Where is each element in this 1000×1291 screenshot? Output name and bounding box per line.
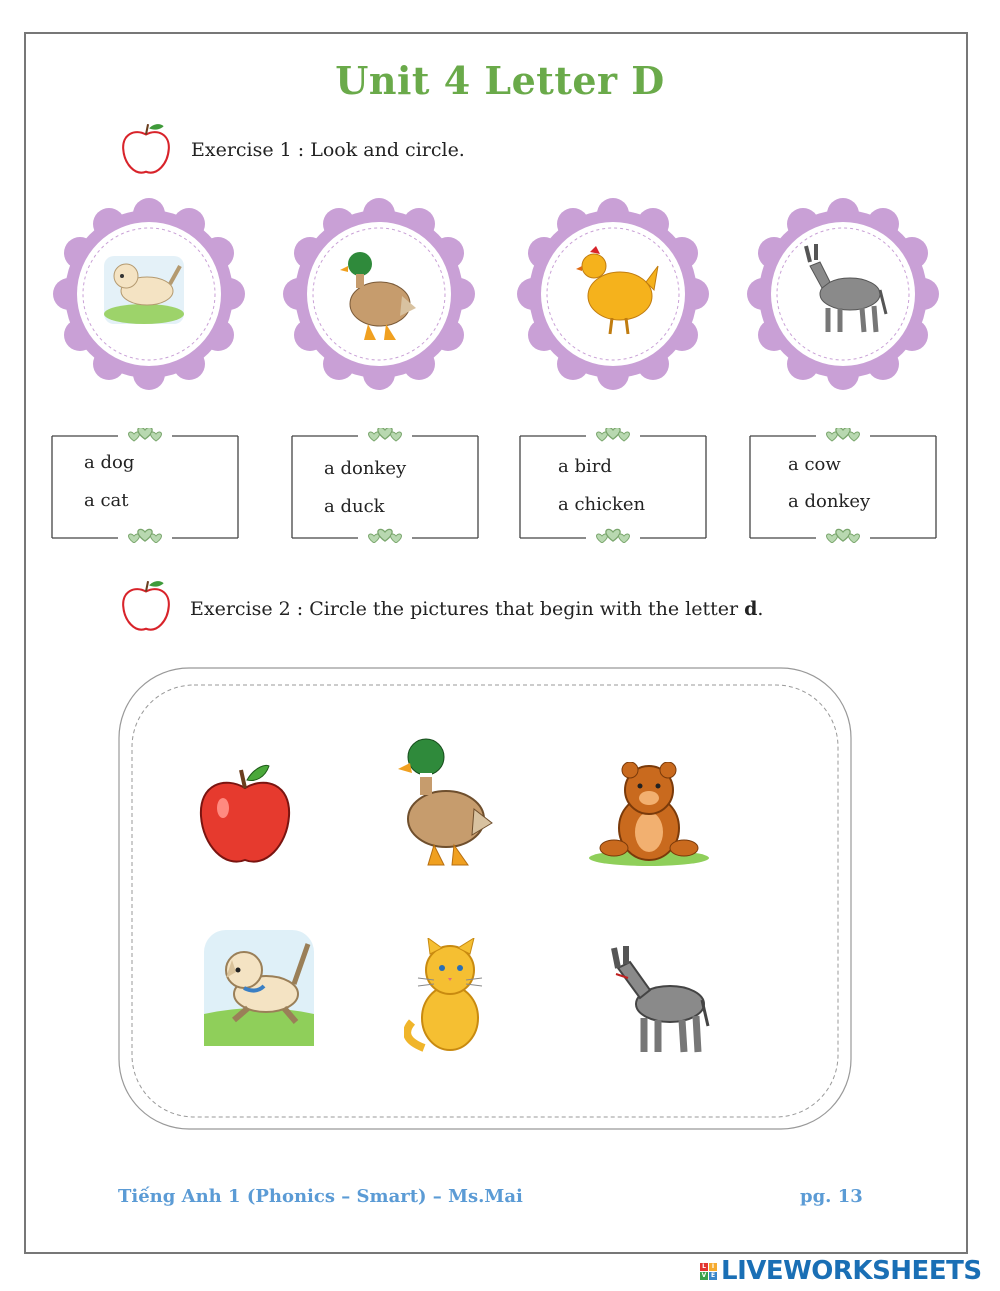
flower-frame-dog [52, 196, 246, 392]
ornament-border-icon [516, 428, 710, 543]
dog-icon[interactable] [204, 924, 314, 1048]
choice-option[interactable]: a donkey [324, 458, 407, 479]
logo-text: LIVEWORKSHEETS [721, 1256, 982, 1286]
choice-option[interactable]: a cat [84, 490, 129, 511]
choice-box-2 [288, 428, 482, 538]
flower-frame-chicken [516, 196, 710, 392]
logo-letter: E [710, 1271, 716, 1279]
ornament-border-icon [48, 428, 242, 543]
choice-option[interactable]: a dog [84, 452, 135, 473]
choice-option[interactable]: a duck [324, 496, 385, 517]
flower-frame-donkey [746, 196, 940, 392]
footer-page-number: pg. 13 [800, 1186, 863, 1207]
choice-box-1 [48, 428, 242, 538]
choice-option[interactable]: a cow [788, 454, 841, 475]
instruction-letter: d [744, 598, 758, 620]
instruction-text: Exercise 2 : Circle the pictures that begin with the letter [190, 598, 745, 620]
live-grid-icon [700, 1263, 717, 1280]
dog-icon [104, 256, 184, 324]
exercise1-instruction: Exercise 1 : Look and circle. [191, 139, 465, 161]
cat-icon[interactable] [404, 938, 490, 1054]
choice-option[interactable]: a chicken [558, 494, 646, 515]
page-title: Unit 4 Letter D [335, 58, 665, 103]
duck-icon[interactable] [398, 733, 494, 869]
flower-frame-duck [282, 196, 476, 392]
liveworksheets-logo[interactable] [700, 1256, 982, 1286]
ornament-border-icon [288, 428, 482, 543]
bear-icon[interactable] [586, 762, 712, 866]
apple-bullet-icon [120, 577, 172, 635]
ornament-border-icon [746, 428, 940, 543]
choice-option[interactable]: a donkey [788, 491, 871, 512]
donkey-icon[interactable] [608, 944, 712, 1056]
apple-icon[interactable] [195, 762, 295, 870]
choice-box-4 [746, 428, 940, 538]
footer-course-title: Tiếng Anh 1 (Phonics – Smart) – Ms.Mai [118, 1186, 523, 1207]
exercise2-instruction [190, 598, 763, 620]
choice-option[interactable]: a bird [558, 456, 612, 477]
logo-letter: L [700, 1263, 708, 1271]
apple-bullet-icon [120, 120, 172, 178]
logo-letter: I [709, 1263, 717, 1271]
instruction-end: . [757, 598, 764, 620]
choice-box-3 [516, 428, 710, 538]
logo-letter: V [701, 1271, 707, 1279]
